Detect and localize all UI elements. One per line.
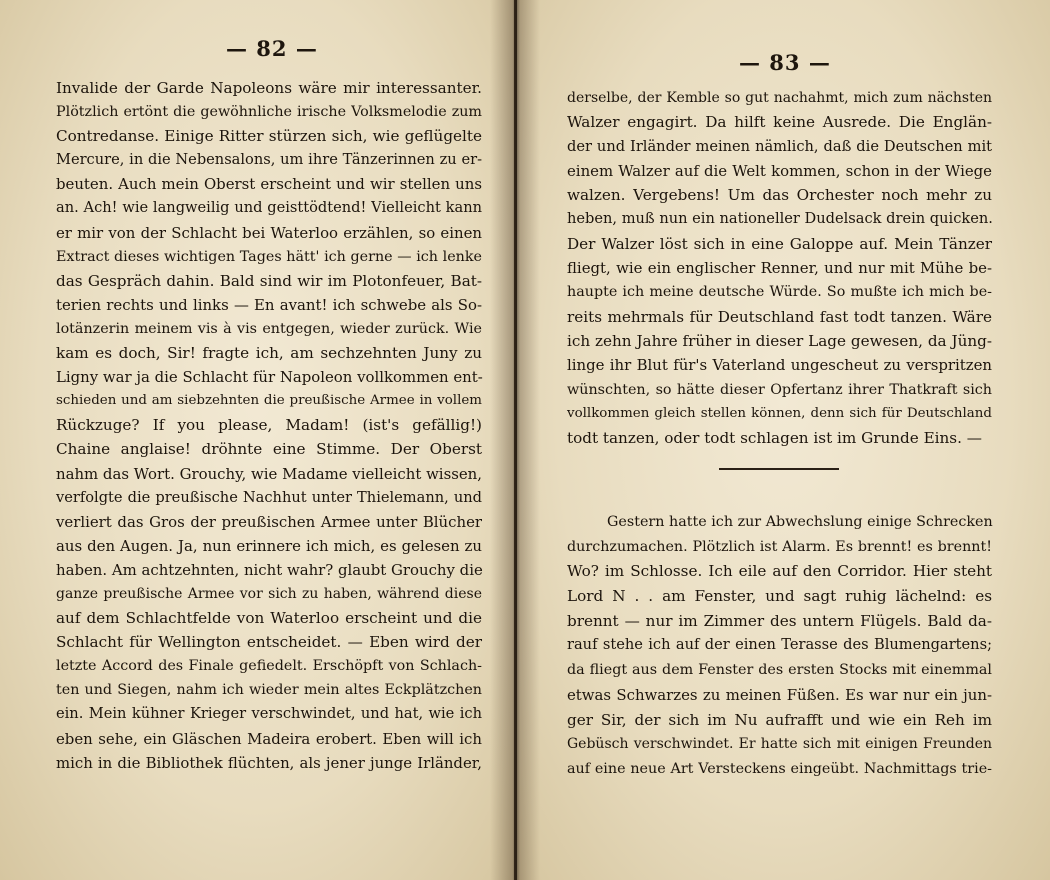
text-line: letzte Accord des Finale gefiedelt. Erschöpft von Schlach- (56, 658, 482, 675)
text-line: vollkommen gleich stellen können, denn sich für Deutschland (567, 405, 992, 421)
text-line: Mercure, in die Nebensalons, um ihre Tänzerinnen zu er- (56, 151, 482, 169)
text-line: todt tanzen, oder todt schlagen ist im Grunde Eins. — (567, 429, 982, 448)
text-line: verfolgte die preußische Nachhut unter Thielemann, und (56, 488, 482, 506)
text-line: Gestern hatte ich zur Abwechslung einige Schrecken (607, 514, 993, 530)
text-line: lotänzerin meinem vis à vis entgegen, wieder zurück. Wie (56, 320, 482, 337)
text-line: Wo? im Schlosse. Ich eile auf den Corridor. Hier steht (567, 562, 992, 581)
text-line: rauf stehe ich auf der einen Terasse des Blumengartens; (567, 636, 992, 654)
page-number-right: — 83 — (739, 50, 831, 75)
text-line: ganze preußische Armee vor sich zu haben, während diese (56, 585, 482, 602)
text-line: haben. Am achtzehnten, nicht wahr? glaubt Grouchy die (56, 560, 483, 579)
text-line: durchzumachen. Plötzlich ist Alarm. Es brennt! es brennt! (567, 538, 992, 555)
text-line: einem Walzer auf die Welt kommen, schon in der Wiege (567, 161, 992, 180)
text-line: Der Walzer löst sich in eine Galoppe auf. Mein Tänzer (567, 234, 992, 253)
text-line: Plötzlich ertönt die gewöhnliche irische Volksmelodie zum (56, 104, 482, 121)
text-line: linge ihr Blut für's Vaterland ungescheut zu verspritzen (567, 356, 992, 375)
text-line: ger Sir, der sich im Nu aufrafft und wie ein Reh im (567, 710, 992, 729)
text-line: Extract dieses wichtigen Tages hätt' ich gerne — ich lenke (56, 248, 482, 265)
text-line: da fliegt aus dem Fenster des ersten Stocks mit einemmal (567, 662, 992, 679)
text-line: fliegt, wie ein englischer Renner, und nur mit Mühe be- (567, 259, 992, 278)
text-line: Walzer engagirt. Da hilft keine Ausrede. Die Englän- (567, 113, 992, 132)
text-line: Invalide der Garde Napoleons wäre mir interessanter. (56, 79, 482, 97)
text-line: reits mehrmals für Deutschland fast todt tanzen. Wäre (567, 307, 992, 326)
text-line: schieden und am siebzehnten die preußische Armee in vollem (56, 393, 482, 409)
text-line: etwas Schwarzes zu meinen Füßen. Es war nur ein jun- (567, 685, 992, 704)
left-page-text (56, 76, 482, 775)
right-page-paragraph-2 (567, 510, 992, 782)
text-line: Chaine anglaise! dröhnte eine Stimme. Der Oberst (56, 440, 482, 459)
text-line: terien rechts und links — En avant! ich schwebe als So- (56, 295, 482, 314)
text-line: auf dem Schlachtfelde von Waterloo erscheint und die (56, 609, 482, 628)
text-line: der und Irländer meinen nämlich, daß die Deutschen mit (567, 137, 992, 155)
text-line: heben, muß nun ein nationeller Dudelsack drein quicken. (567, 210, 993, 228)
text-line: haupte ich meine deutsche Würde. So mußte ich mich be- (567, 284, 992, 301)
text-line: verliert das Gros der preußischen Armee unter Blücher (56, 512, 482, 531)
page-number-left: — 82 — (226, 36, 318, 61)
text-line: das Gespräch dahin. Bald sind wir im Plotonfeuer, Bat- (56, 271, 482, 290)
text-line: kam es doch, Sir! fragte ich, am sechzehnten Juny zu (56, 344, 482, 363)
text-line: beuten. Auch mein Oberst erscheint und wir stellen uns (56, 175, 482, 194)
text-line: Ligny war ja die Schlacht für Napoleon vollkommen ent- (56, 368, 483, 387)
text-line: wünschten, so hätte dieser Opfertanz ihrer Thatkraft sich (567, 381, 992, 398)
text-line: Rückzuge? If you please, Madam! (ist's gefällig!) (56, 416, 482, 435)
text-line: eben sehe, ein Gläschen Madeira erobert. Eben will ich (56, 729, 482, 748)
text-line: an. Ach! wie langweilig und geisttödtend! Vielleicht kann (56, 199, 482, 217)
text-line: Schlacht für Wellington entscheidet. — Eben wird der (56, 633, 482, 652)
text-line: walzen. Vergebens! Um das Orchester noch mehr zu (567, 186, 992, 205)
section-divider (719, 468, 839, 470)
text-line: ten und Siegen, nahm ich wieder mein altes Eckplätzchen (56, 682, 482, 699)
text-line: brennt — nur im Zimmer des untern Flügels. Bald da- (567, 611, 992, 630)
text-line: Lord N . . am Fenster, und sagt ruhig lächelnd: es (567, 587, 992, 606)
text-line: er mir von der Schlacht bei Waterloo erzählen, so einen (56, 223, 482, 242)
text-line: Contredanse. Einige Ritter stürzen sich, wie geflügelte (56, 127, 482, 146)
text-line: ich zehn Jahre früher in dieser Lage gewesen, da Jüng- (567, 331, 992, 350)
text-line: Gebüsch verschwindet. Er hatte sich mit einigen Freunden (567, 736, 992, 753)
text-line: nahm das Wort. Grouchy, wie Madame vielleicht wissen, (56, 464, 482, 483)
text-line: aus den Augen. Ja, nun erinnere ich mich, es gelesen zu (56, 536, 482, 555)
text-line: ein. Mein kühner Krieger verschwindet, und hat, wie ich (56, 705, 482, 723)
right-page-paragraph-1 (567, 86, 992, 450)
text-line: auf eine neue Art Versteckens eingeübt. Nachmittags trie- (567, 760, 992, 777)
text-line: mich in die Bibliothek flüchten, als jener junge Irländer, (56, 753, 482, 772)
text-line: derselbe, der Kemble so gut nachahmt, mich zum nächsten (567, 90, 992, 106)
